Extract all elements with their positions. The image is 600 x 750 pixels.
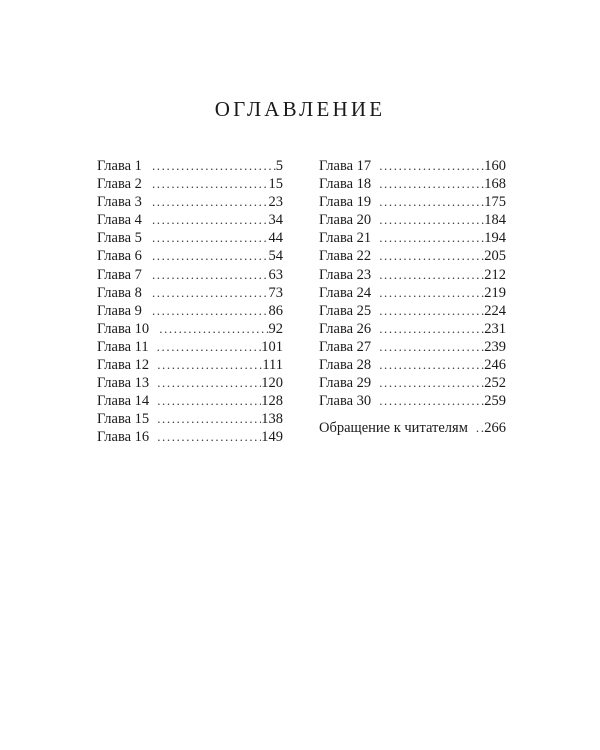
- toc-entry-page: 86: [268, 302, 283, 319]
- toc-entry[interactable]: [97, 284, 283, 302]
- toc-leader-dots: [142, 193, 269, 211]
- toc-entry-label: Глава 6: [97, 248, 142, 265]
- toc-leader-dots: [142, 157, 276, 175]
- toc-entry-page: 160: [484, 158, 506, 174]
- toc-entry-label: Глава 24: [319, 284, 372, 301]
- toc-entry[interactable]: [319, 157, 506, 175]
- toc-leader-dots: [142, 302, 269, 320]
- toc-entry[interactable]: [97, 211, 283, 229]
- toc-entry[interactable]: [97, 410, 283, 428]
- toc-entry[interactable]: [97, 266, 283, 284]
- toc-entry[interactable]: [97, 392, 283, 410]
- toc-entry-page: 266: [484, 420, 506, 437]
- toc-entry[interactable]: [319, 302, 506, 320]
- toc-entry-page: 23: [268, 194, 283, 211]
- toc-entry[interactable]: [319, 175, 506, 193]
- toc-entry-label: Глава 28: [319, 357, 372, 374]
- toc-leader-dots: [371, 229, 484, 247]
- toc-entry-page: 111: [262, 357, 283, 374]
- toc-entry-label: Глава 4: [97, 212, 142, 229]
- toc-entry-label: Глава 8: [97, 284, 142, 301]
- toc-leader-dots: [142, 211, 269, 229]
- toc-entry-page: 120: [261, 375, 283, 392]
- toc-entry-label: Глава 10: [97, 320, 150, 337]
- toc-entry-afterword[interactable]: [319, 419, 506, 437]
- toc-entry-label: Глава 13: [97, 375, 150, 392]
- toc-entry-page: 175: [484, 194, 506, 211]
- toc-entry-label: Глава 12: [97, 357, 150, 374]
- toc-entry-label: Глава 14: [97, 393, 150, 410]
- toc-entry-page: 194: [484, 230, 506, 247]
- page-title: ОГЛАВЛЕНИЕ: [214, 97, 386, 121]
- toc-entry-page: 212: [484, 266, 506, 283]
- toc-entry-page: 73: [268, 284, 283, 301]
- toc-leader-dots: [371, 374, 484, 392]
- toc-entry-page: 149: [261, 429, 283, 446]
- toc-entry[interactable]: [97, 338, 283, 356]
- toc-entry[interactable]: [319, 266, 506, 284]
- toc-leader-dots: [468, 419, 484, 437]
- toc-leader-dots: [149, 320, 268, 338]
- toc-leader-dots: [149, 428, 261, 446]
- toc-entry-page: 63: [268, 266, 283, 283]
- toc-entry-page: 184: [484, 212, 506, 229]
- toc-entry-label: Глава 1: [97, 158, 142, 174]
- toc-entry-label: Глава 18: [319, 176, 372, 193]
- toc-entry-label: Глава 9: [97, 302, 142, 319]
- toc-leader-dots: [371, 338, 484, 356]
- toc-entry[interactable]: [319, 211, 506, 229]
- toc-entry-page: 54: [268, 248, 283, 265]
- toc-entry[interactable]: [97, 302, 283, 320]
- toc-leader-dots: [371, 356, 484, 374]
- toc-entry[interactable]: [97, 193, 283, 211]
- toc-entry[interactable]: [97, 247, 283, 265]
- toc-entry-label: Глава 20: [319, 212, 372, 229]
- toc-entry[interactable]: [97, 428, 283, 446]
- toc-entry-page: 101: [261, 338, 283, 355]
- toc-entry[interactable]: [97, 320, 283, 338]
- toc-leader-dots: [149, 410, 261, 428]
- toc-leader-dots: [149, 374, 261, 392]
- toc-leader-dots: [371, 157, 484, 175]
- toc-left-column: [97, 157, 283, 447]
- toc-entry[interactable]: [319, 374, 506, 392]
- toc-leader-dots: [371, 211, 484, 229]
- toc-entry-label: Глава 26: [319, 320, 372, 337]
- toc-entry-page: 128: [261, 393, 283, 410]
- toc-entry-label: Глава 22: [319, 248, 372, 265]
- toc-entry-label: Глава 25: [319, 302, 372, 319]
- toc-entry[interactable]: [97, 229, 283, 247]
- toc-entry-page: 15: [268, 176, 283, 193]
- toc-leader-dots: [142, 247, 269, 265]
- toc-entry[interactable]: [319, 247, 506, 265]
- toc-entry-page: 252: [484, 375, 506, 392]
- toc-entry-page: 224: [484, 302, 506, 319]
- toc-entry-page: 205: [484, 248, 506, 265]
- toc-entry-label: Глава 21: [319, 230, 372, 247]
- toc-entry-page: 44: [268, 230, 283, 247]
- toc-entry[interactable]: [97, 374, 283, 392]
- toc-entry-label: Глава 15: [97, 411, 150, 428]
- toc-leader-dots: [142, 229, 269, 247]
- toc-leader-dots: [371, 193, 484, 211]
- toc-entry[interactable]: [319, 392, 506, 410]
- toc-leader-dots: [149, 356, 262, 374]
- toc-entry-label: Глава 2: [97, 176, 142, 193]
- toc-leader-dots: [371, 284, 484, 302]
- toc-leader-dots: [371, 320, 484, 338]
- toc-leader-dots: [142, 175, 269, 193]
- toc-entry[interactable]: [319, 338, 506, 356]
- toc-entry-page: 259: [484, 393, 506, 410]
- toc-entry-label: Глава 3: [97, 194, 142, 211]
- toc-leader-dots: [371, 266, 484, 284]
- toc-leader-dots: [142, 284, 269, 302]
- toc-entry-label: Глава 29: [319, 375, 372, 392]
- toc-entry-page: 231: [484, 320, 506, 337]
- toc-leader-dots: [149, 392, 261, 410]
- toc-entry[interactable]: [319, 320, 506, 338]
- toc-entry-page: 34: [268, 212, 283, 229]
- toc-entry-page: 239: [484, 338, 506, 355]
- toc-leader-dots: [149, 338, 262, 356]
- toc-entry[interactable]: [97, 356, 283, 374]
- toc-entry[interactable]: [97, 175, 283, 193]
- toc-leader-dots: [142, 266, 269, 284]
- toc-leader-dots: [371, 302, 484, 320]
- toc-entry[interactable]: [319, 229, 506, 247]
- toc-entry-page: 5: [275, 158, 283, 174]
- toc-leader-dots: [371, 175, 484, 193]
- toc-entry-label: Глава 5: [97, 230, 142, 247]
- toc-entry[interactable]: [97, 157, 283, 175]
- toc-entry-page: 219: [484, 284, 506, 301]
- toc-entry-label: Обращение к читателям: [319, 420, 468, 437]
- toc-leader-dots: [371, 247, 484, 265]
- toc-entry-label: Глава 23: [319, 266, 372, 283]
- toc-right-column: [319, 157, 506, 437]
- toc-entry-page: 92: [268, 320, 283, 337]
- toc-entry-label: Глава 17: [319, 158, 372, 174]
- toc-entry[interactable]: [319, 193, 506, 211]
- toc-entry-label: Глава 11: [97, 338, 149, 355]
- toc-entry-label: Глава 30: [319, 393, 372, 410]
- toc-entry-label: Глава 19: [319, 194, 372, 211]
- toc-entry-page: 246: [484, 357, 506, 374]
- toc-entry[interactable]: [319, 356, 506, 374]
- toc-entry-label: Глава 16: [97, 429, 150, 446]
- toc-entry[interactable]: [319, 284, 506, 302]
- toc-entry-label: Глава 7: [97, 266, 142, 283]
- toc-entry-page: 168: [484, 176, 506, 193]
- toc-entry-label: Глава 27: [319, 338, 372, 355]
- toc-leader-dots: [371, 392, 484, 410]
- toc-entry-page: 138: [261, 411, 283, 428]
